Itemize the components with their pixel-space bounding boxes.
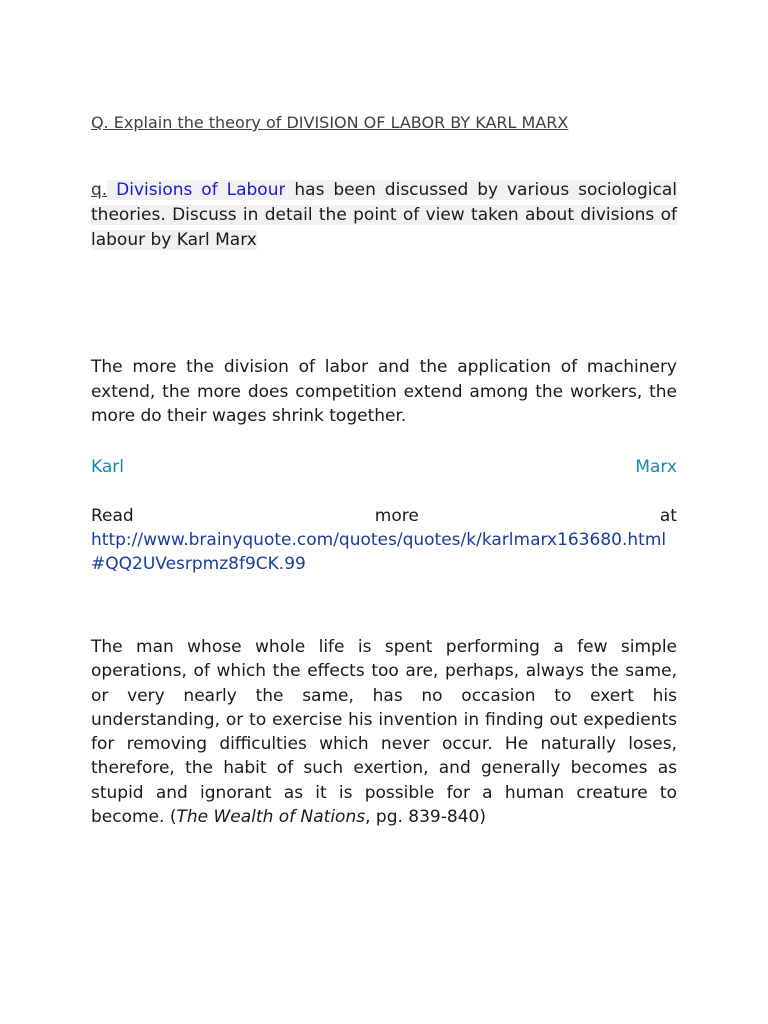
source-url[interactable]: http://www.brainyquote.com/quotes/quotes/k/karlmarx163680.html#QQ2UVesrpmz8f9CK.99 <box>91 530 667 574</box>
more-word: more <box>374 506 419 526</box>
book-title: The Wealth of Nations <box>176 807 366 828</box>
marx-quote <box>91 355 677 429</box>
read-more-line <box>91 504 677 528</box>
question-prefix: q. <box>91 180 108 200</box>
smith-quote-text: The man whose whole life is spent performing a few simple operations, of which the effects too are, perhaps, always the same, or very nearly the same, has no occasion to exert his understanding, or to exercise his invention in finding out expedients for removing difficulties which never occur. He naturally loses, therefore, the habit of such exertion, and generally becomes as stupid and ignorant as it is possible for a human creature to become. ( <box>91 637 677 828</box>
question-spacer <box>107 180 116 200</box>
question-heading-text: Q. Explain the theory of DIVISION OF LABOR BY KARL MARX <box>91 113 569 132</box>
page-citation: , pg. 839-840) <box>365 807 486 828</box>
question-highlight: Divisions of Labour <box>116 180 286 200</box>
question-paragraph <box>91 178 677 253</box>
wealth-of-nations-quote <box>91 635 677 829</box>
read-word: Read <box>91 506 134 526</box>
quote-author[interactable] <box>91 455 677 479</box>
author-last-name[interactable]: Marx <box>635 457 677 477</box>
marx-quote-text: The more the division of labor and the application of machinery extend, the more does competition extend among the workers, the more do their wages shrink together. <box>91 357 677 426</box>
question-body: has been discussed by various sociological theories. Discuss in detail the point of view taken about divisions of labour by Karl Marx <box>91 180 678 250</box>
at-word: at <box>659 506 677 526</box>
source-link[interactable] <box>91 528 677 576</box>
author-first-name[interactable]: Karl <box>91 457 124 477</box>
question-heading <box>91 111 677 135</box>
